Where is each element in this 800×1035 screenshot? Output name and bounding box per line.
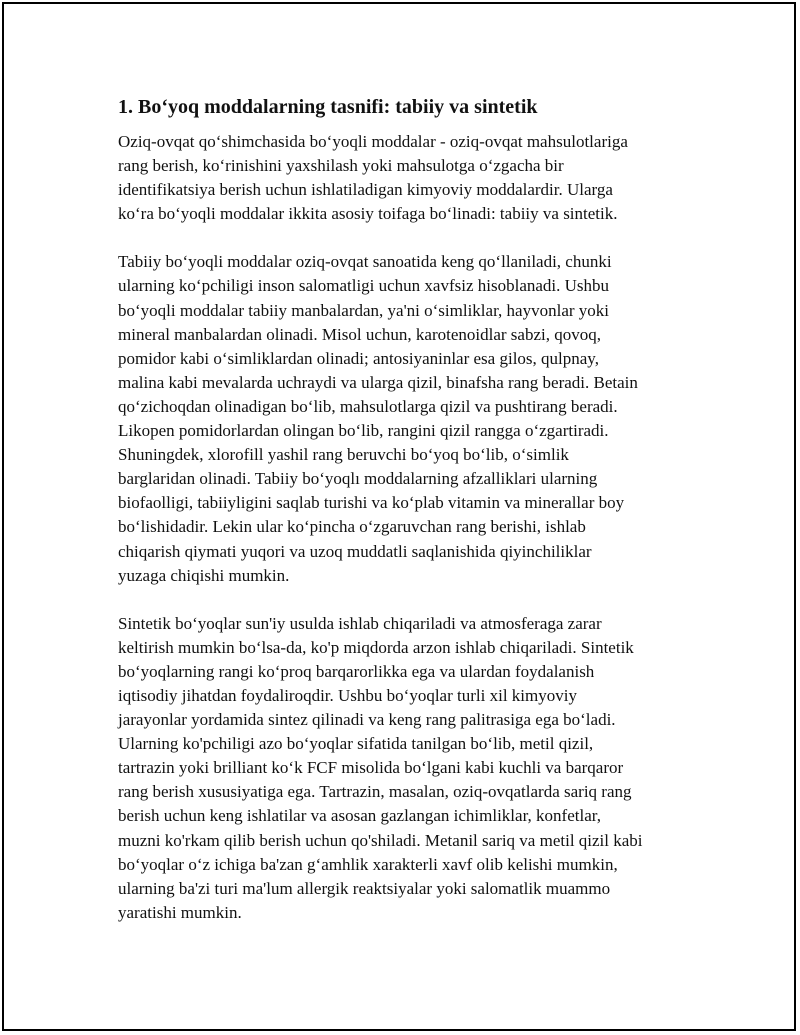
paragraph-intro <box>118 130 690 226</box>
text-line: yuzaga chiqishi mumkin. <box>118 565 290 585</box>
text-line: muzni ko'rkam qilib berish uchun qo'shiladi. Metanil sariq va metil qizil kabi <box>118 830 643 850</box>
text-line: Sintetik bo‘yoqlar sun'iy usulda ishlab chiqariladi va atmosferaga zarar <box>118 613 602 633</box>
text-line: ko‘ra bo‘yoqli moddalar ikkita asosiy toifaga bo‘linadi: tabiiy va sintetik. <box>118 204 618 224</box>
text-line: qo‘zichoqdan olinadigan bo‘lib, mahsulotlarga qizil va pushtirang beradi. <box>118 396 618 416</box>
text-line: malina kabi mevalarda uchraydi va ularga qizil, binafsha rang beradi. Betain <box>118 372 638 392</box>
text-line: berish uchun keng ishlatilar va asosan gazlangan ichimliklar, konfetlar, <box>118 806 601 826</box>
text-line: jarayonlar yordamida sintez qilinadi va keng rang palitrasiga ega bo‘ladi. <box>118 710 616 730</box>
text-line: pomidor kabi o‘simliklardan olinadi; antosiyaninlar esa gilos, qulpnay, <box>118 348 599 368</box>
text-line: yaratishi mumkin. <box>118 902 242 922</box>
text-line: rang berish, ko‘rinishini yaxshilash yoki mahsulotga o‘zgacha bir <box>118 156 564 176</box>
text-line: biofaolligi, tabiiyligini saqlab turishi va ko‘plab vitamin va minerallar boy <box>118 493 625 513</box>
text-line: barglaridan olinadi. Tabiiy bo‘yoqlı moddalarning afzalliklari ularning <box>118 469 598 489</box>
text-line: rang berish xususiyatiga ega. Tartrazin, masalan, oziq-ovqatlarda sariq rang <box>118 782 632 802</box>
text-line: Likopen pomidorlardan olingan bo‘lib, rangini qizil rangga o‘zgartiradi. <box>118 421 609 441</box>
text-line: bo‘yoqlarning rangi ko‘proq barqarorlikka ega va ulardan foydalanish <box>118 661 595 681</box>
text-line: ularning ko‘pchiligi inson salomatligi uchun xavfsiz hisoblanadi. Ushbu <box>118 276 610 296</box>
text-line: Oziq-ovqat qo‘shimchasida bo‘yoqli moddalar - oziq-ovqat mahsulotlariga <box>118 132 628 151</box>
text-line: Shuningdek, xlorofill yashil rang beruvchi bo‘yoq bo‘lib, o‘simlik <box>118 445 569 465</box>
text-line: bo‘lishidadir. Lekin ular ko‘pincha o‘zgaruvchan rang berishi, ishlab <box>118 517 586 537</box>
text-line: mineral manbalardan olinadi. Misol uchun, karotenoidlar sabzi, qovoq, <box>118 324 601 344</box>
text-line: identifikatsiya berish uchun ishlatiladigan kimyoviy moddalardir. Ularga <box>118 180 613 200</box>
text-line: Ularning ko'pchiligi azo bo‘yoqlar sifatida tanilgan bo‘lib, metil qizil, <box>118 734 594 754</box>
document-body <box>118 94 690 949</box>
text-line: bo‘yoqli moddalar tabiiy manbalardan, ya'ni o‘simliklar, hayvonlar yoki <box>118 300 610 320</box>
text-line: iqtisodiy jihatdan foydaliroqdir. Ushbu bo‘yoqlar turli xil kimyoviy <box>118 685 577 705</box>
text-line: keltirish mumkin bo‘lsa-da, ko'p miqdorda arzon ishlab chiqariladi. Sintetik <box>118 637 634 657</box>
text-line: chiqarish qiymati yuqori va uzoq muddatli saqlanishida qiyinchiliklar <box>118 541 592 561</box>
text-line: Tabiiy bo‘yoqli moddalar oziq-ovqat sanoatida keng qo‘llaniladi, chunki <box>118 252 612 272</box>
text-line: bo‘yoqlar o‘z ichiga ba'zan g‘amhlik xarakterli xavf olib kelishi mumkin, <box>118 854 618 874</box>
section-heading: 1. Bo‘yoq moddalarning tasnifi: tabiiy va sintetik <box>118 96 538 118</box>
text-line: ularning ba'zi turi ma'lum allergik reaktsiyalar yoki salomatlik muammo <box>118 878 611 898</box>
paragraph-natural-dyes <box>118 250 690 587</box>
text-line: tartrazin yoki brilliant ko‘k FCF misolida bo‘lgani kabi kuchli va barqaror <box>118 758 624 778</box>
paragraph-synthetic-dyes <box>118 612 690 925</box>
